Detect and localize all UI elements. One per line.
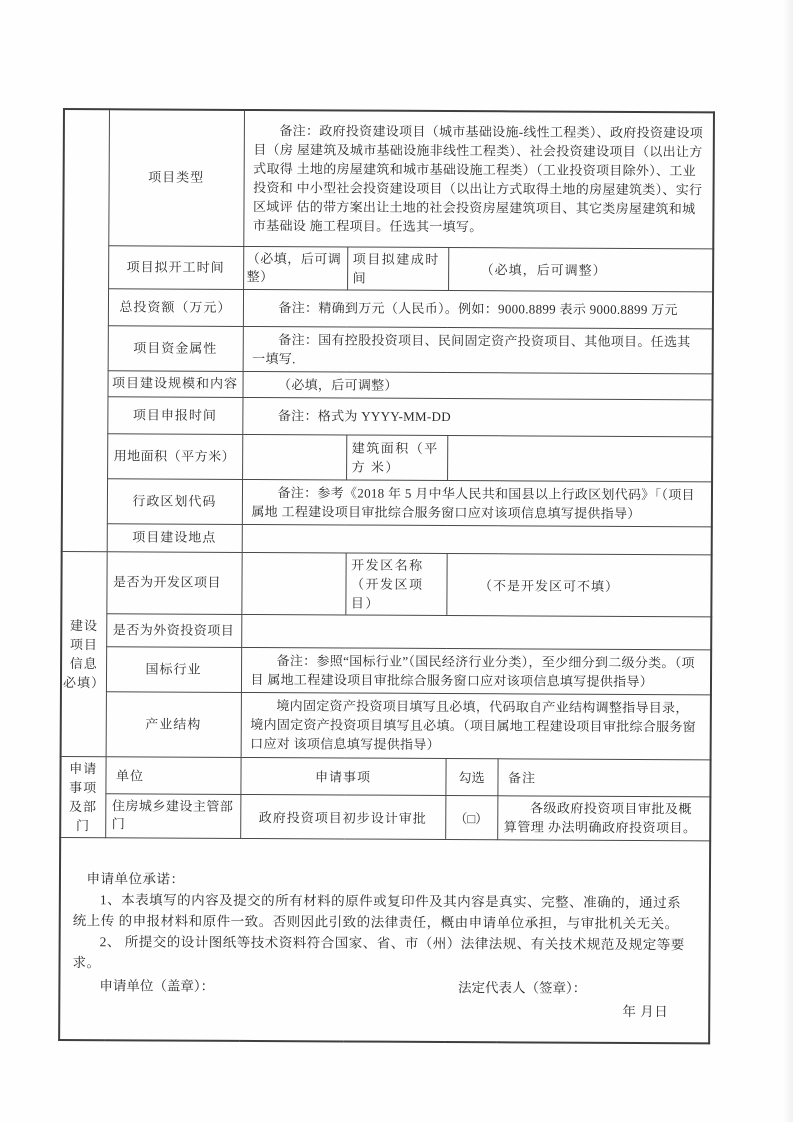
row-dev-zone: [61, 551, 711, 616]
row-location: [62, 523, 712, 554]
field-label-industry-std: 国标行业: [106, 646, 241, 692]
row-total-investment: [63, 288, 713, 328]
stamp-line: [72, 974, 694, 999]
value-building-area: [447, 435, 712, 481]
row-fund-attribute: [63, 325, 713, 373]
commitment-item-2: 2、 所提交的设计图纸等技术资料符合国家、省、市（州）法律法规、有关技术规范及规定等要求。: [72, 933, 685, 970]
note-fund-attribute: 备注：国有控股投资项目、民间固定资产投资项目、其他项目。任选其一填写.: [243, 326, 713, 373]
field-label-finish-time: 项目拟建成时间: [347, 246, 448, 290]
row-scale-content: [62, 370, 712, 399]
note-declare-time: 备注：格式为 YYYY-MM-DD: [242, 397, 712, 436]
field-label-scale-content: 项目建设规模和内容: [107, 370, 242, 397]
note-industry-structure: 境内固定资产投资项目填写且必填，代码取自产业结构调整指导目录，境内固定资产投资项目填写且必填。（项目属地工程建设项目审批综合服务窗口应对 该项信息填写提供指导）: [241, 692, 711, 759]
apply-item-gov-investment-design-approval: 政府投资项目初步设计审批: [240, 794, 445, 839]
commitment-title: 申请单位承诺：: [86, 870, 185, 887]
note-admin-code: 备注：参考《2018 年 5 月中华人民共和国县以上行政区划代码》「（项目属地 工程建设项目审批综合服务窗口应对该项信息填写提供指导）: [242, 479, 712, 526]
row-admin-code: [62, 478, 712, 526]
row-apply-header: [60, 756, 710, 797]
field-label-fund-attribute: 项目资金属性: [108, 325, 243, 371]
header-unit: 单位: [105, 756, 240, 794]
value-dev-zone: [241, 552, 345, 615]
header-apply-item: 申请事项: [240, 757, 445, 796]
field-label-dev-zone: 是否为开发区项目: [106, 551, 241, 614]
header-remark: 备注: [497, 758, 710, 797]
row-industry-std: [61, 646, 711, 694]
row-foreign-invest: [61, 613, 711, 649]
note-total-investment: 备注：精确到万元（人民币）。例如：9000.8899 表示 9000.8899 万元: [243, 289, 713, 328]
section-label-project-info: 建设项目信息必填）: [61, 551, 107, 756]
row-industry-structure: [61, 691, 711, 759]
row-start-time: [63, 245, 713, 291]
field-label-land-area: 用地面积（平方米）: [107, 433, 242, 479]
field-label-building-area: 建筑面积（平方 米）: [346, 434, 447, 480]
section-label-empty: [62, 109, 109, 551]
field-label-industry-structure: 产业结构: [106, 691, 241, 757]
value-start-time: （必填，后可调整）: [243, 246, 347, 290]
note-location: [242, 524, 712, 554]
row-land-area: [62, 433, 712, 481]
header-check: 勾选: [445, 758, 497, 796]
field-label-total-investment: 总投资额（万元）: [108, 288, 243, 326]
note-foreign-invest: [241, 614, 711, 649]
value-dev-zone-name: （不是开发区可不填）: [446, 553, 711, 616]
commitment-item-1: 1、本表填写的内容及提交的所有材料的原件或复印件及其内容是真实、完整、准确的，通过系统上传 的申报材料和原件一致。否则因此引致的法律责任，概由申请单位承担，与审批机关无关。: [72, 891, 682, 931]
field-label-declare-time: 项目申报时间: [107, 396, 242, 434]
field-label-admin-code: 行政区划代码: [107, 478, 242, 524]
commitment-block: [59, 837, 710, 1043]
field-label-location: 项目建设地点: [107, 523, 242, 552]
field-label-project-type: 项目类型: [108, 109, 244, 246]
value-land-area: [242, 434, 346, 480]
checkbox-placeholder: （□）: [445, 795, 497, 839]
section-label-apply-items: 申请事项及部门: [60, 756, 105, 837]
field-label-dev-zone-name: 开发区名称（开发区项目）: [345, 552, 446, 615]
unit-housing-authority: 住房城乡建设主管部门: [105, 794, 240, 838]
row-apply-housing: [60, 793, 710, 840]
application-form-table: [58, 108, 715, 1044]
value-finish-time: （必填，后可调整）: [448, 247, 713, 291]
stamp-left-label: 申请单位（盖章）：: [99, 977, 215, 994]
row-project-type: [63, 109, 714, 248]
stamp-right-label: 法定代表人（签章）：: [458, 979, 587, 996]
date-placeholder: 年 月日: [622, 1003, 669, 1019]
note-scale-content: （必填，后可调整）: [242, 371, 712, 399]
field-label-foreign-invest: 是否为外资投资项目: [106, 613, 241, 647]
note-industry-std: 备注：参照“国标行业”（国民经济行业分类），至少细分到二级分类。（项目 属地工程建设项目审批综合服务窗口应对该项信息填写提供指导）: [241, 647, 711, 694]
remark-gov-investment: 各级政府投资项目审批及概算管理 办法明确政府投资项目。: [497, 796, 710, 841]
row-commitment: [59, 837, 710, 1043]
note-project-type: 备注：政府投资建设项目（城市基础设施-线性工程类）、政府投资建设项目（房 屋建筑及城市基础设施非线性工程类）、社会投资建设项目（以出让方式取得 土地的房屋建筑和城市基础设施工程类）（工业投资项目除外）、工业投资和 中小型社会投资建设项目（以出让方式取得土地的房屋建筑类）、实行区域评 估的带方案出让土地的社会投资房屋建筑项目、其它类房屋建筑和城市基础设 施工程项目。任选其一填写。: [243, 110, 714, 248]
field-label-start-time: 项目拟开工时间: [108, 245, 243, 289]
row-declare-time: [62, 396, 712, 436]
